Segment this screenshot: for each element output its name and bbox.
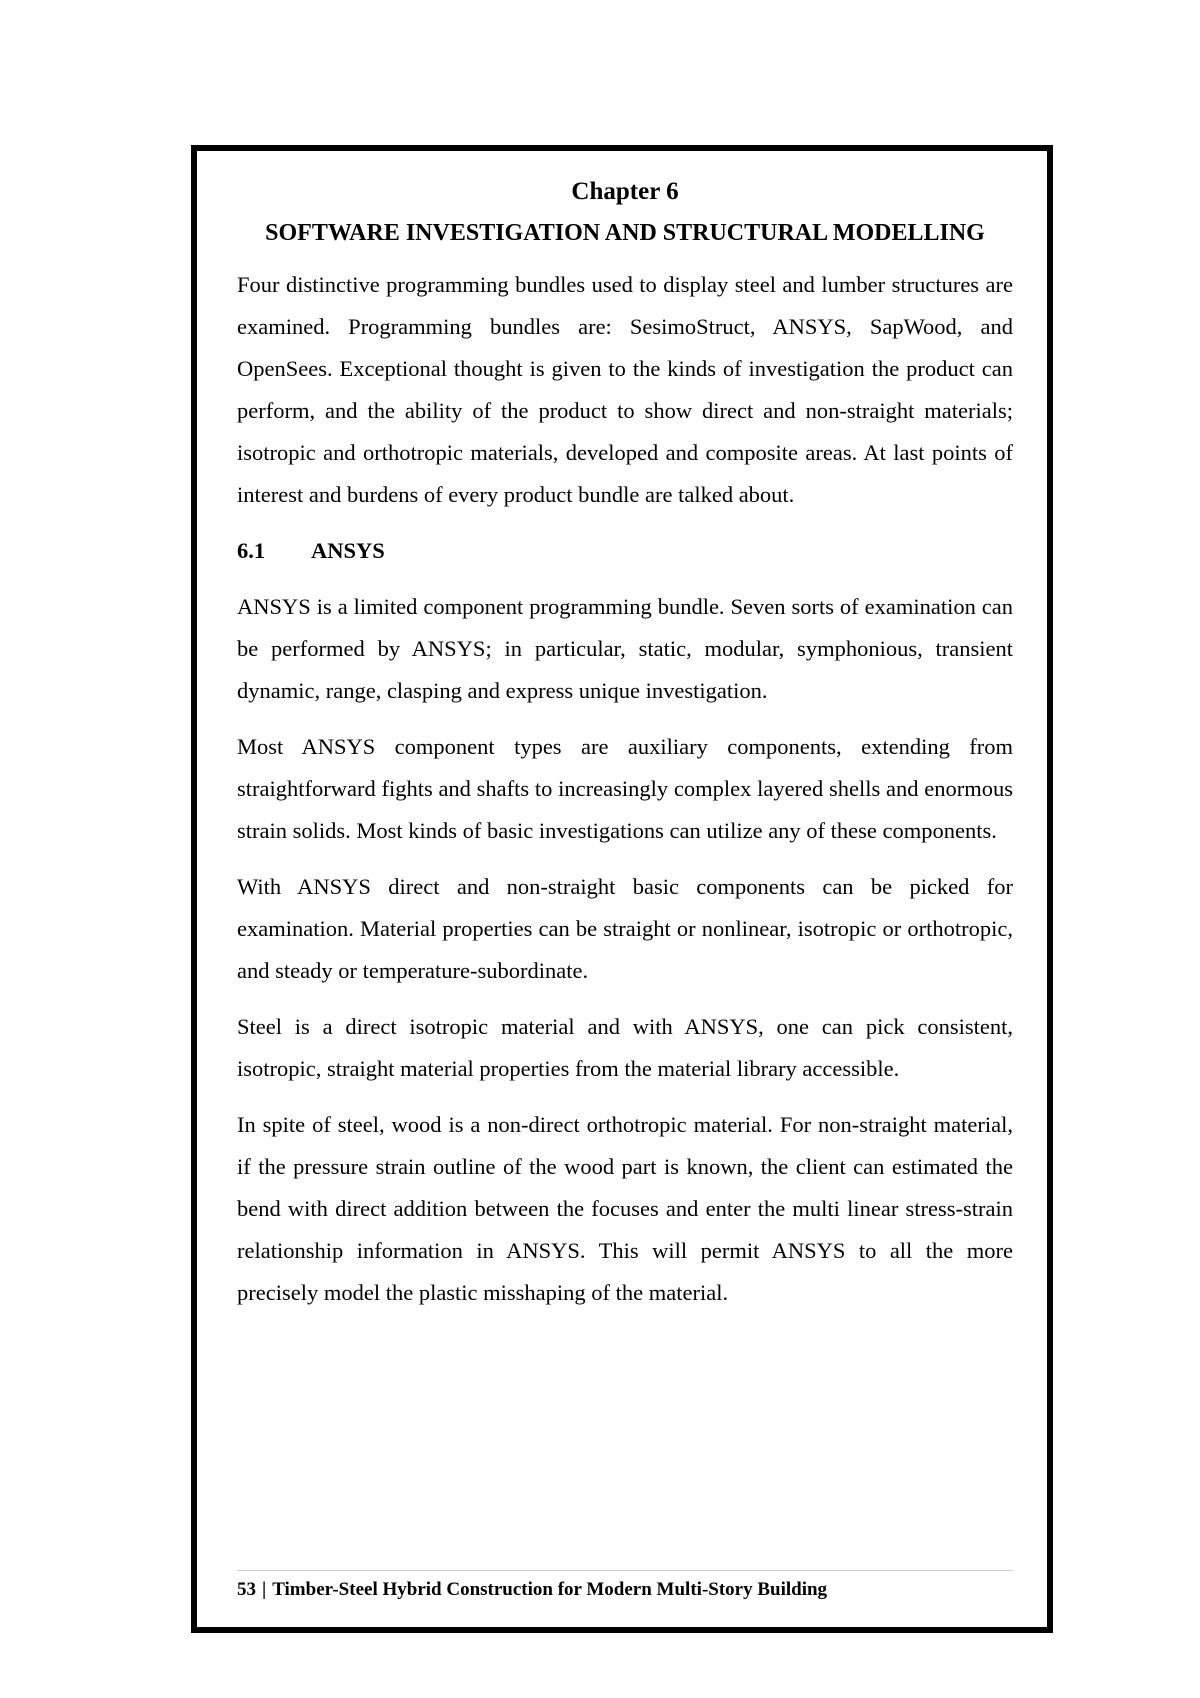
body-paragraph: ANSYS is a limited component programming bundle. Seven sorts of examination can be performed by ANSYS; in particular, static, modular, symphonious, transient dynamic, range, clasping and express unique investigation. xyxy=(237,594,1013,703)
footer-book-title: Timber-Steel Hybrid Construction for Modern Multi-Story Building xyxy=(272,1579,828,1600)
footer-separator: | xyxy=(262,1579,267,1600)
chapter-title: SOFTWARE INVESTIGATION AND STRUCTURAL MODELLING xyxy=(265,220,985,246)
body-paragraph: Most ANSYS component types are auxiliary components, extending from straightforward fights and shafts to increasingly complex layered shells and enormous strain solids. Most kinds of basic investigations can utilize any of these components. xyxy=(237,734,1013,843)
footer-divider xyxy=(237,1570,1013,1571)
section-title: ANSYS xyxy=(311,538,385,563)
body-paragraph: With ANSYS direct and non-straight basic components can be picked for examination. Material properties can be straight or nonlinear, isotropic or orthotropic, and steady or temperature-subordinate. xyxy=(237,874,1013,983)
footer-page-number: 53 xyxy=(237,1579,256,1600)
chapter-number: Chapter 6 xyxy=(571,178,679,205)
page-content xyxy=(237,172,1013,1328)
body-paragraph: Steel is a direct isotropic material and with ANSYS, one can pick consistent, isotropic, straight material properties from the material library accessible. xyxy=(237,1014,1013,1081)
page-footer xyxy=(237,1575,1013,1605)
intro-paragraph: Four distinctive programming bundles used to display steel and lumber structures are examined. Programming bundles are: SesimoStruct, ANSYS, SapWood, and OpenSees. Exceptional thought is given to the kinds of investigation the product can perform, and the ability of the product to show direct and non-straight materials; isotropic and orthotropic materials, developed and composite areas. At last points of interest and burdens of every product bundle are talked about. xyxy=(237,272,1013,507)
body-paragraph: In spite of steel, wood is a non-direct orthotropic material. For non-straight material, if the pressure strain outline of the wood part is known, the client can estimated the bend with direct addition between the focuses and enter the multi linear stress-strain relationship information in ANSYS. This will permit ANSYS to all the more precisely model the plastic misshaping of the material. xyxy=(237,1112,1013,1305)
section-heading xyxy=(237,530,1013,572)
section-number: 6.1 xyxy=(237,538,266,563)
